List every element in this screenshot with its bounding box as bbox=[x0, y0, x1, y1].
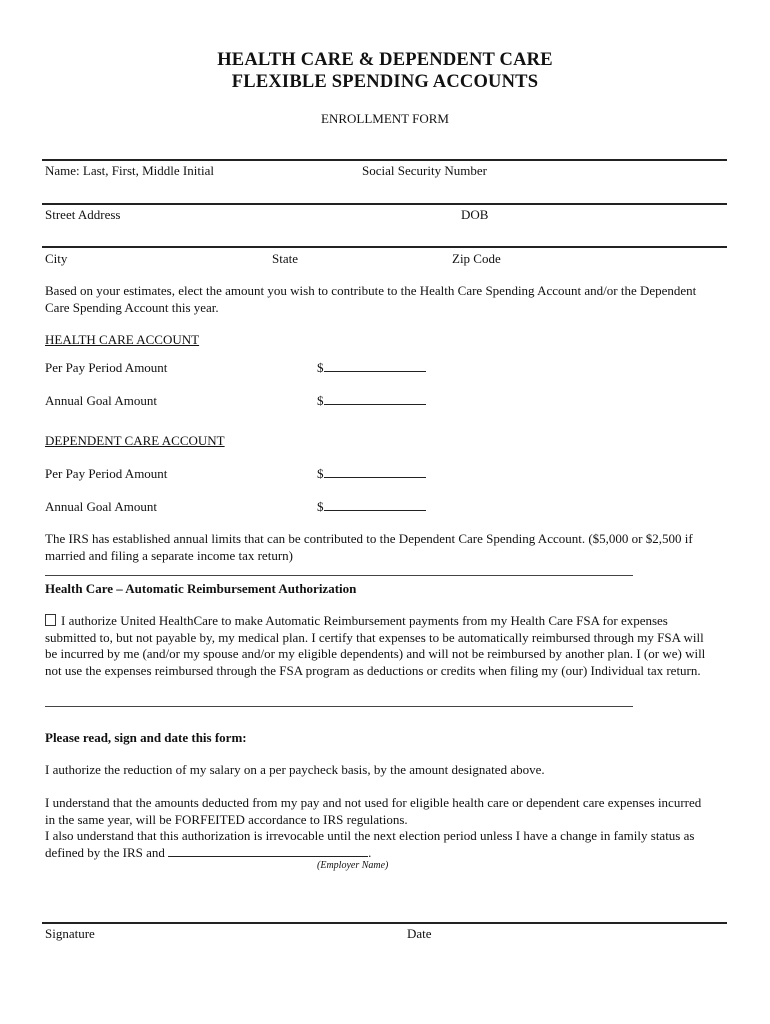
irs-limits-text: The IRS has established annual limits that can be contributed to the Dependent Care Spending Account. ($5,000 or $2,500 if married and filing a separate income tax return) bbox=[45, 531, 693, 563]
name-label: Name: Last, First, Middle Initial bbox=[45, 163, 214, 178]
ssn-label: Social Security Number bbox=[362, 163, 487, 178]
date-label: Date bbox=[407, 926, 432, 941]
currency-sign: $ bbox=[317, 360, 324, 375]
employer-name-caption: (Employer Name) bbox=[317, 860, 389, 871]
health-annual-blank[interactable] bbox=[324, 393, 426, 405]
auto-reimbursement-heading: Health Care – Automatic Reimbursement Authorization bbox=[45, 581, 357, 596]
signature-line[interactable] bbox=[42, 922, 727, 924]
dependent-per-pay-label: Per Pay Period Amount bbox=[45, 466, 168, 481]
form-title-line1: HEALTH CARE & DEPENDENT CARE bbox=[217, 50, 553, 70]
street-label: Street Address bbox=[45, 207, 121, 222]
forfeit-text: I understand that the amounts deducted from my pay and not used for eligible health care or dependent care expenses incurred in the same year, will be FORFEITED accordance to IRS regulations. bbox=[45, 795, 702, 827]
health-account-heading: HEALTH CARE ACCOUNT bbox=[45, 332, 200, 347]
employer-name-field[interactable] bbox=[168, 845, 368, 857]
health-per-pay-label: Per Pay Period Amount bbox=[45, 360, 168, 375]
health-per-pay-field[interactable] bbox=[317, 360, 426, 376]
form-subtitle: ENROLLMENT FORM bbox=[321, 111, 449, 126]
currency-sign: $ bbox=[317, 499, 324, 514]
auto-reimbursement-checkbox[interactable] bbox=[45, 614, 56, 626]
section-divider bbox=[45, 575, 633, 577]
signature-label: Signature bbox=[45, 926, 95, 941]
dependent-annual-field[interactable] bbox=[317, 499, 426, 515]
currency-sign: $ bbox=[317, 393, 324, 408]
currency-sign: $ bbox=[317, 466, 324, 481]
city-label: City bbox=[45, 251, 68, 266]
dependent-account-heading: DEPENDENT CARE ACCOUNT bbox=[45, 433, 225, 448]
dependent-per-pay-blank[interactable] bbox=[324, 466, 426, 478]
dependent-per-pay-field[interactable] bbox=[317, 466, 426, 482]
zip-label: Zip Code bbox=[452, 251, 501, 266]
health-per-pay-blank[interactable] bbox=[324, 360, 426, 372]
intro-text: Based on your estimates, elect the amount you wish to contribute to the Health Care Spending Account and/or the Dependent Care Spending Account this year. bbox=[45, 283, 697, 315]
authorize-text: I authorize the reduction of my salary on a per paycheck basis, by the amount designated above. bbox=[45, 762, 545, 777]
form-title-line2: FLEXIBLE SPENDING ACCOUNTS bbox=[231, 72, 539, 92]
irrevocable-block bbox=[45, 828, 710, 861]
auto-reimbursement-text: I authorize United HealthCare to make Automatic Reimbursement payments from my Health Care FSA for expenses submitted to, but not payable by, my medical plan. I certify that expenses to be automatically reimbursed through my FSA will be incurred by me (and/or my spouse and/or my eligible dependents) and will not be reimbursed by another plan. I (or we) will not use the expenses reimbursed through the FSA program as deductions or credits when filing my (our) Individual tax return. bbox=[45, 613, 706, 678]
name-field-rule[interactable] bbox=[42, 159, 727, 161]
health-annual-field[interactable] bbox=[317, 393, 426, 409]
dependent-annual-blank[interactable] bbox=[324, 499, 426, 511]
city-field-rule[interactable] bbox=[42, 246, 727, 248]
auto-reimbursement-block bbox=[45, 613, 710, 679]
street-field-rule[interactable] bbox=[42, 203, 727, 205]
irrevocable-end: . bbox=[368, 844, 372, 860]
irrevocable-text: I also understand that this authorization is irrevocable until the next election period unless I have a change in family status as defined by the IRS and bbox=[45, 828, 695, 860]
dependent-annual-label: Annual Goal Amount bbox=[45, 499, 157, 514]
state-label: State bbox=[272, 251, 298, 266]
section-divider bbox=[45, 706, 633, 708]
health-annual-label: Annual Goal Amount bbox=[45, 393, 157, 408]
sign-heading: Please read, sign and date this form: bbox=[45, 730, 247, 745]
dob-label: DOB bbox=[461, 207, 489, 222]
